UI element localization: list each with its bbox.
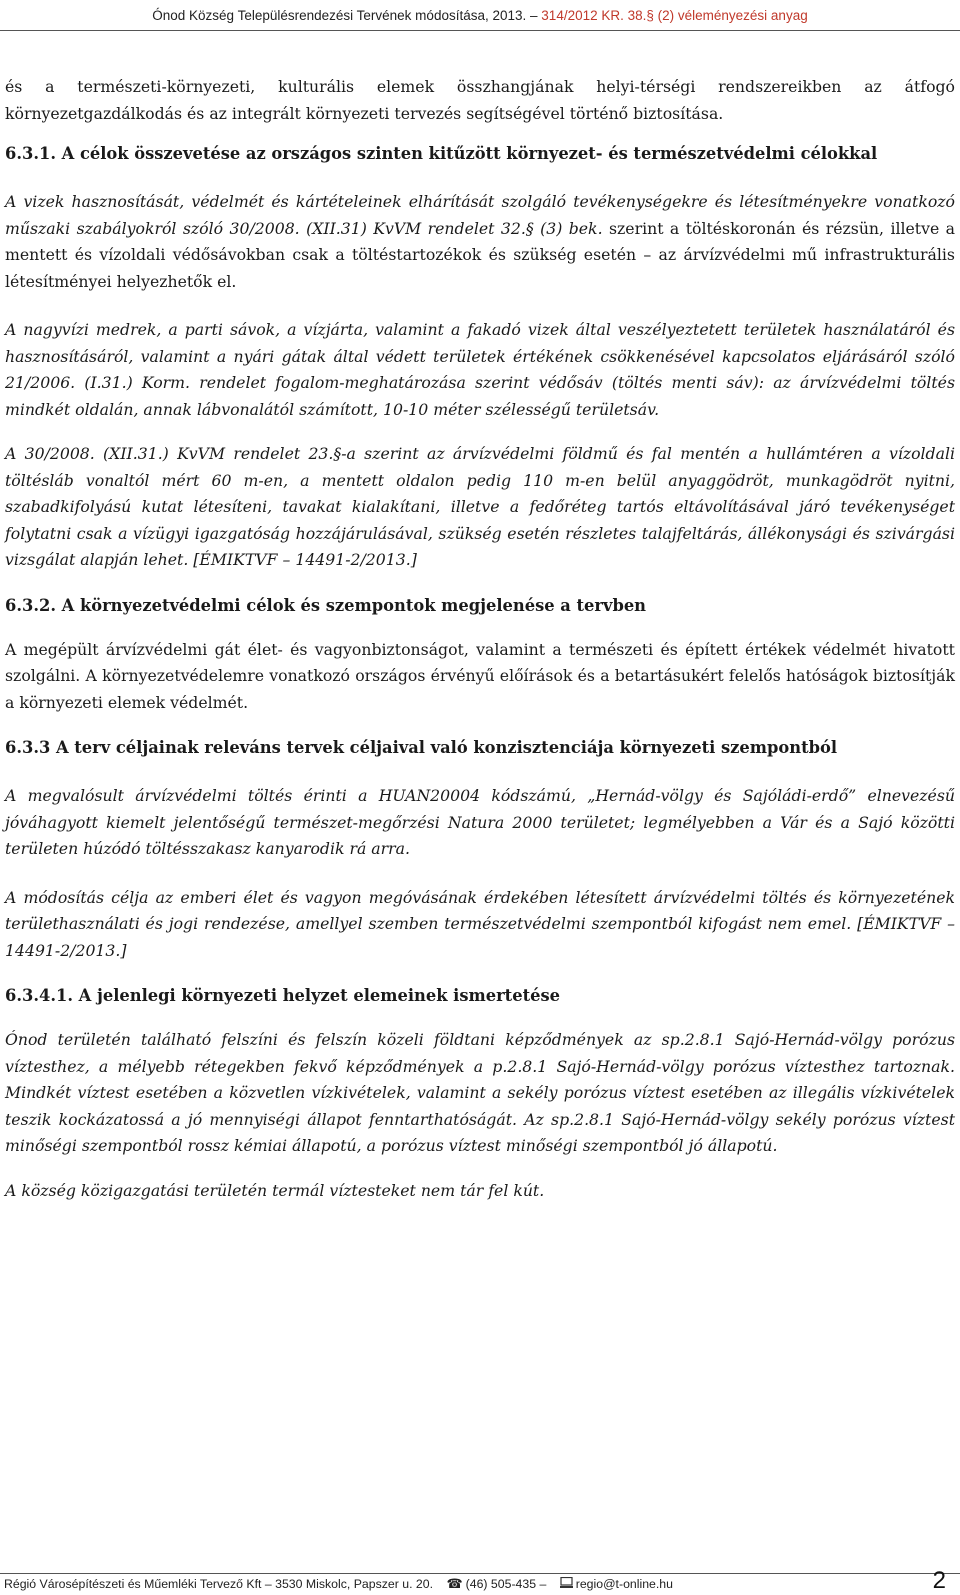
computer-icon [560, 1576, 573, 1591]
regulation-text: szerint a töltéskoronán és rézsün, illetve a mentett és vízoldali védősávokban csak a töltéstartozékok és szükség esetén – az árvízvédelmi mű infrastrukturális létesítményei helyezhetők el. [5, 218, 955, 291]
paragraph-regulation-21-2006: A nagyvízi medrek, a parti sávok, a vízjárta, valamint a fakadó vizek által veszélyeztetett területek használatáról és hasznosításáról, valamint a nyári gátak által védett területek értékének csökkenésével kapcsolatos eljárásáról szóló 21/2006. (I.31.) Korm. rendelet fogalom-meghatározása szerint védősáv (töltés menti sáv): az árvízvédelmi töltés mindkét oldalán, annak lábvonalától számított, 10-10 méter szélességű területsáv. [5, 320, 955, 419]
paragraph-thermal-water: A község közigazgatási területén termál víztesteket nem tár fel kút. [5, 1180, 545, 1200]
page-header [0, 8, 960, 23]
regulation-title: A vizek hasznosítását, védelmét és kártételeinek elhárítását szolgáló tevékenységekre és létesítményekre vonatkozó műszaki szabályokról szóló 30/2008. (XII.31) KvVM rendelet 32.§ (3) bek. [5, 192, 955, 238]
header-reference: 314/2012 KR. 38.§ (2) véleményezési anyag [541, 8, 808, 23]
paragraph-modification-goal: A módosítás célja az emberi élet és vagyon megóvásának érdekében létesített árvízvédelmi töltés és környezetének területhasználati és jogi rendezése, amellyel szemben természetvédelmi szempontból kifogást nem emel. [ÉMIKTVF – 14491-2/2013.] [5, 887, 955, 960]
heading-6-3-3: 6.3.3 A terv céljainak releváns tervek céljaival való konzisztenciája környezeti szempontból [5, 738, 838, 757]
footer-email[interactable]: regio@t-online.hu [575, 1577, 673, 1591]
page-number: 2 [932, 1567, 946, 1594]
header-title: Ónod Község Településrendezési Tervének módosítása, 2013. – [152, 8, 538, 23]
paragraph-dam-protection: A megépült árvízvédelmi gát élet- és vagyonbiztonságot, valamint a természeti és épített értékek védelmét hivatott szolgálni. A környezetvédelemre vonatkozó országos érvényű előírások és a betartásukért felelős hatóságok biztosítják a környezeti elemek védelmét. [5, 639, 955, 712]
paragraph-regulation-23: A 30/2008. (XII.31.) KvVM rendelet 23.§-a szerint az árvízvédelmi földmű és fal mentén a hullámtéren a vízoldali töltésláb vonaltól mért 60 m-en, a mentett oldalon pedig 110 m-en belül anyaggödröt, munkagödröt nyitni, szabadkifolyású kutat létesíteni, tavakat kialakítani, illetve a fedőréteg tartós eltávolításával járó tevékenységet folytatni csak a vízügyi igazgatóság hozzájárulásával, szükség esetén részletes talajfeltárás, állékonysági és szivárgási vizsgálat alapján lehet. [ÉMIKTVF – 14491-2/2013.] [5, 444, 955, 569]
heading-6-3-1: 6.3.1. A célok összevetése az országos szinten kitűzött környezet- és természetvédelmi célokkal [5, 144, 878, 163]
document-body [5, 74, 955, 1204]
footer-company: Régió Városépítészeti és Műemléki Tervező Kft – 3530 Miskolc, Papszer u. 20. [4, 1577, 434, 1591]
paragraph-regulation-30-2008 [5, 189, 955, 295]
header-divider [0, 30, 960, 31]
heading-6-3-4-1: 6.3.4.1. A jelenlegi környezeti helyzet elemeinek ismertetése [5, 986, 560, 1005]
paragraph-intro: és a természeti-környezeti, kulturális elemek összhangjának helyi-térségi rendszereikben az átfogó környezetgazdálkodás és az integrált környezeti tervezés segítségével történő biztosítása. [5, 77, 955, 123]
footer-divider [0, 1573, 960, 1574]
footer-phone: (46) 505-435 – [465, 1577, 547, 1591]
phone-icon: ☎ [446, 1576, 463, 1591]
paragraph-natura-2000: A megvalósult árvízvédelmi töltés érinti a HUAN20004 kódszámú, „Hernád-völgy és Sajóládi-erdő” elnevezésű jóváhagyott kiemelt jelentőségű természet-megőrzési Natura 2000 területet; legmélyebben a Vár és a Sajó közötti területen húzódó töltésszakasz kanyarodik rá arra. [5, 786, 955, 858]
page-footer [4, 1576, 673, 1592]
heading-6-3-2: 6.3.2. A környezetvédelmi célok és szempontok megjelenése a tervben [5, 595, 647, 615]
paragraph-geology: Ónod területén található felszíni és felszín közeli földtani képződmények az sp.2.8.1 Sajó-Hernád-völgy porózus víztesthez, a mélyebb rétegekben fekvő képződmények a p.2.8.1 Sajó-Hernád-völgy porózus víztesthez tartoznak. Mindkét víztest esetében a közvetlen vízkivételek, valamint a sekély porózus víztest esetében az illegális vízkivételek teszik kockázatossá a jó mennyiségi állapot fenntarthatóságát. Az sp.2.8.1 Sajó-Hernád-völgy sekély porózus víztest minőségi szempontból rossz kémiai állapotú, a porózus víztest minőségi szempontból jó állapotú. [5, 1030, 955, 1155]
